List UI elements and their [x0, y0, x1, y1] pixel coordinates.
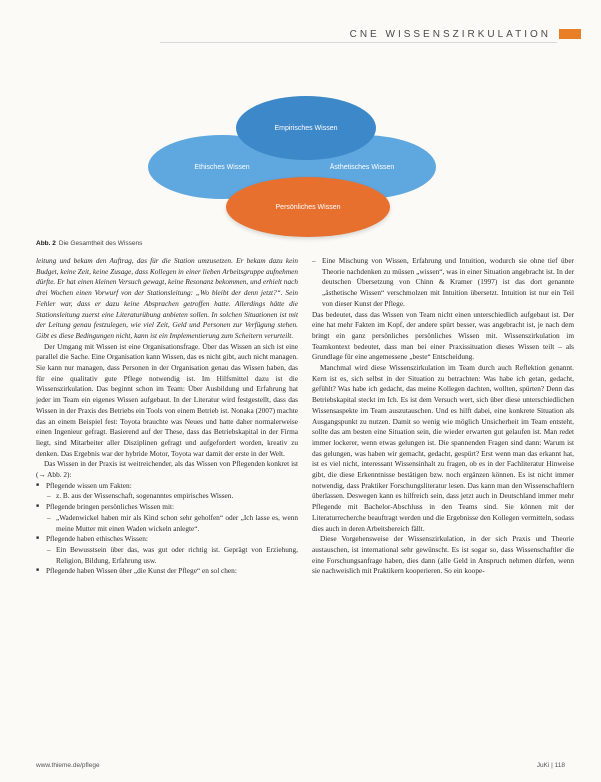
sub-item: – „Wadenwickel haben mir als Kind schon sehr geholfen“ oder „Ich lasse es, wenn meine Mutter mit einen Waden wickeln anlegte“.	[36, 513, 298, 534]
figure-caption	[36, 240, 142, 247]
ellipse-personal-label: Persönliches Wissen	[275, 203, 341, 211]
caption-text: Die Gesamtheit des Wissens	[58, 240, 143, 247]
page-number: JuKi | 118	[536, 762, 565, 769]
dash-item: – Eine Mischung von Wissen, Erfahrung und Intuition, wodurch sie ohne tief über Theorie nachdenken zu müssen „wissen“, was in einer Situation angebracht ist. In der deutschen Übersetzung von Chinn & Kramer (1997) ist das dort genannte „ästhetische Wissen“ verschmolzen mit Intuition übersetzt. Intuition ist nur ein Teil von dieser Kunst der Pflege.	[312, 256, 574, 310]
paragraph: leitung und bekam den Auftrag, das für die Station umzusetzen. Er bekam dazu kein Budget, keine Zeit, keine Zusage, dass Kollegen in einer lieben Arbeitsgruppe aufnehmen dürfte. Er hat einen kleinen Versuch gewagt, keine Resonanz bekommen, und erhielt nach drei Wochen einen Vorwurf von der Stationsleitung: „Wo bleibt der denn jetzt?“. Sein Fehler war, dass er dazu keine Absprachen getroffen hatte. Allerdings hätte die Stationsleitung zuerst eine Literaturübung anbieten sollen. In solchen Situationen ist mit der Leitung genau festzulegen, wie viel Zeit, Geld und Personen zur Verfügung stehen. Gibt es diese Bedingungen nicht, kann ist ein Implementierung zum Scheitern verurteilt.	[36, 256, 298, 340]
bullet-item: ■ Pflegende haben Wissen über „die Kunst der Pflege“ en sol chen:	[36, 566, 298, 577]
bullet-list	[36, 481, 298, 577]
sub-item: – Ein Bewusstsein über das, was gut oder richtig ist. Geprägt von Erziehung, Religion, Bildung, Erfahrung usw.	[36, 545, 298, 566]
bullet-item: ■ Pflegende wissen um Fakten:	[36, 481, 298, 492]
ellipse-empirical-label: Empirisches Wissen	[274, 124, 338, 132]
ellipse-personal	[226, 177, 390, 237]
left-column	[36, 256, 298, 577]
footer-url: www.thieme.de/pflege	[36, 762, 100, 769]
right-column	[312, 256, 574, 577]
section-title: CNE WISSENSZIRKULATION	[349, 28, 551, 40]
running-header	[350, 27, 581, 41]
bullet-item: ■ Pflegende bringen persönliches Wissen mit:	[36, 502, 298, 513]
sub-item: – z. B. aus der Wissenschaft, sogenanntes empirisches Wissen.	[36, 491, 298, 502]
knowledge-figure	[36, 52, 578, 240]
paragraph: Das bedeutet, dass das Wissen von Team nicht einen unterschiedlich aufgebaut ist. Der eine hat mehr Fakten im Kopf, der andere spürt besser, was angebracht ist, je nach dem bringt ein ganz persönliches persönliches Wissen mit. Wissenszirkulation im Teamkontext bedeutet, dass man bei einer Praxissituation dieses Wissen teilt – als Grundlage für eine angemessene „beste“ Entscheidung.	[312, 309, 574, 362]
paragraph: Der Umgang mit Wissen ist eine Organisationsfrage. Über das Wissen an sich ist eine parallel die Sache. Eine Organisation kann Wissen, das es nicht gibt, auch nicht managen. Sie kann nur managen, dass Personen in der Organisation genau das Wissen haben, das für eine qualitativ gute Pflege notwendig ist. Im Hilfsmittel dazu ist die Wissenszirkulation. Das beginnt schon im Team: Über Ausbildung und Erfahrung hat jeder im Team ein eigenes Wissen aufgebaut. In der Literatur wird festgestellt, dass das Wissen in der Praxis des Betriebs ein Tools von einem Betrieb ist. Nonaka (2007) machte das an einem Beispiel fest: Toyota brauchte was Neues und hatte daher normalerweise einen Ingenieur gefragt. Basierend auf der These, dass das Betriebskapital in der Firma liegt, sind Mitarbeiter aller Disziplinen gefragt und aufgefordert worden, kreativ zu denken. Das Ergebnis war der hybride Motor, Toyota war damit der erste in der Welt.	[36, 341, 298, 458]
bullet-item: ■ Pflegende haben ethisches Wissen:	[36, 534, 298, 545]
header-rule	[160, 42, 557, 43]
paragraph: Diese Vorgehensweise der Wissenszirkulation, in der sich Praxis und Theorie austauschen, ist international sehr gewünscht. Es ist sogar so, dass Wissenschaftler die eine Forschungsanfrage haben, dies dann (alle Geld in Anspruch nehmen dürfen, wenn sie nachweislich mit Praktikern kooperieren. So ein koope-	[312, 534, 574, 576]
caption-label: Abb. 2	[36, 240, 56, 247]
ellipse-aesthetic-label: Ästhetisches Wissen	[329, 163, 395, 171]
ellipse-empirical	[236, 96, 376, 160]
paragraph: Das Wissen in der Praxis ist weitreichender, als das Wissen von Pflegenden konkret ist (→ Abb. 2):	[36, 459, 298, 480]
ellipse-ethical-label: Ethisches Wissen	[194, 163, 250, 171]
paragraph: Manchmal wird diese Wissenszirkulation im Team durch auch Reflektion genannt. Kern ist es, sich selbst in der Situation zu betrachten: Was habe ich getan, gedacht, gefühlt? Was habe ich gedacht, das meine Kollegen dachten, wollten, spürten? Denn das Betriebskapital steckt im Ich. Es ist dem Versuch wert, sich über diese unterschiedlichen Wissensaspekte im Team auszutauschen. Und es hilft dabei, eine konkrete Situation als Ausgangspunkt zu nutzen. Damit so wenig wie möglich Unsicherheit im Team entsteht, sollte das am besten eine Situation sein, die wieder erwarten gut gelaufen ist. Man redet immer lockerer, wenn etwas gelungen ist. Die spannenden Fragen sind dann: Warum ist das gelungen, was haben wir gemacht, gedacht, gespürt? Erst wenn man das erkannt hat, ist es viel nicht, interessant Wissensinhalt zu fragen, ob es in der Fachliteratur Hinweise gibt, die diese Erkenntnisse bestätigen bzw. noch ergänzen können. Es ist nicht immer notwendig, dass Praktiker Forschungsliteratur lesen. Das kann man den Wissenschaftlern überlassen. Deswegen kann es hilfreich sein, dass jetzt auch in Deutschland immer mehr Pflegende mit Bachelor-Abschluss in den Teams sind. Sie können mit der Literaturrecherche beauftragt werden und die Ergebnisse den Kollegen vermitteln, sodass dies auch in deren Arbeitsbereich fällt.	[312, 363, 574, 533]
accent-bar	[559, 29, 581, 39]
